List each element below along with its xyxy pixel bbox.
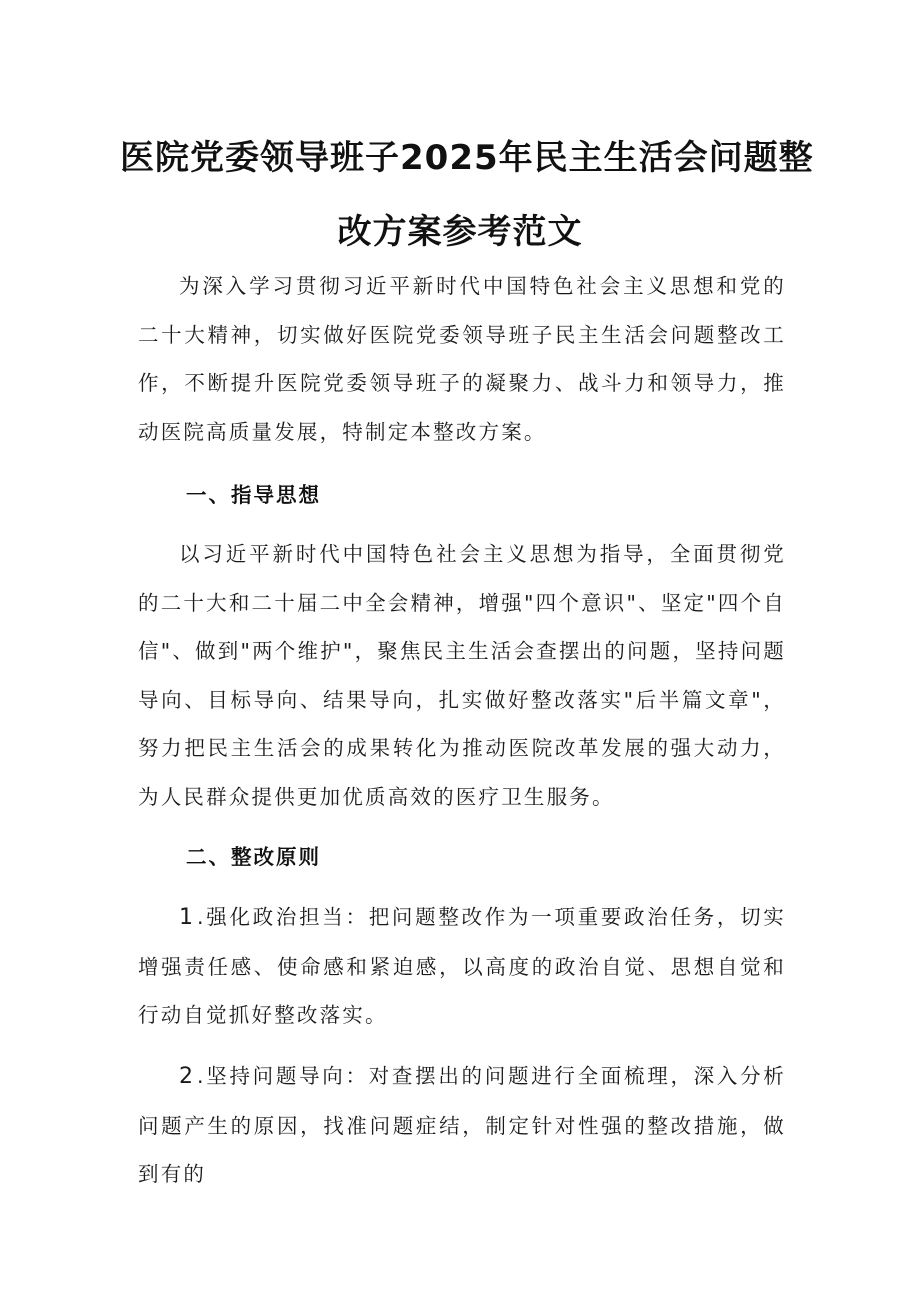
principle-item bbox=[138, 893, 786, 1040]
intro-paragraph: 为深入学习贯彻习近平新时代中国特色社会主义思想和党的二十大精神，切实做好医院党委领导班子民主生活会问题整改工作，不断提升医院党委领导班子的凝聚力、战斗力和领导力，推动医院高质量发展，特制定本整改方案。 bbox=[138, 274, 786, 444]
section-heading-guiding-ideology: 一、指导思想 bbox=[186, 483, 321, 507]
document-title-line-2: 改方案参考范文 bbox=[337, 212, 583, 252]
principle-text: .坚持问题导向：对查摆出的问题进行全面梳理，深入分析问题产生的原因，找准问题症结，制定针对性强的整改措施，做到有的 bbox=[138, 1064, 786, 1187]
document-title-line-1: 医院党委领导班子2025年民主生活会问题整 bbox=[120, 138, 814, 178]
principle-text: .强化政治担当：把问题整改作为一项重要政治任务，切实增强责任感、使命感和紧迫感，以高度的政治自觉、思想自觉和行动自觉抓好整改落实。 bbox=[138, 905, 786, 1028]
principle-number: 1 bbox=[179, 905, 197, 930]
principle-item bbox=[138, 1052, 786, 1199]
guiding-ideology-paragraph: 以习近平新时代中国特色社会主义思想为指导，全面贯彻党的二十大和二十届二中全会精神，增强"四个意识"、坚定"四个自信"、做到"两个维护"，聚焦民主生活会查摆出的问题，坚持问题导向、目标导向、结果导向，扎实做好整改落实"后半篇文章"，努力把民主生活会的成果转化为推动医院改革发展的强大动力，为人民群众提供更加优质高效的医疗卫生服务。 bbox=[138, 542, 786, 809]
section-heading-rectification-principles: 二、整改原则 bbox=[186, 845, 321, 869]
principle-number: 2 bbox=[179, 1064, 197, 1089]
